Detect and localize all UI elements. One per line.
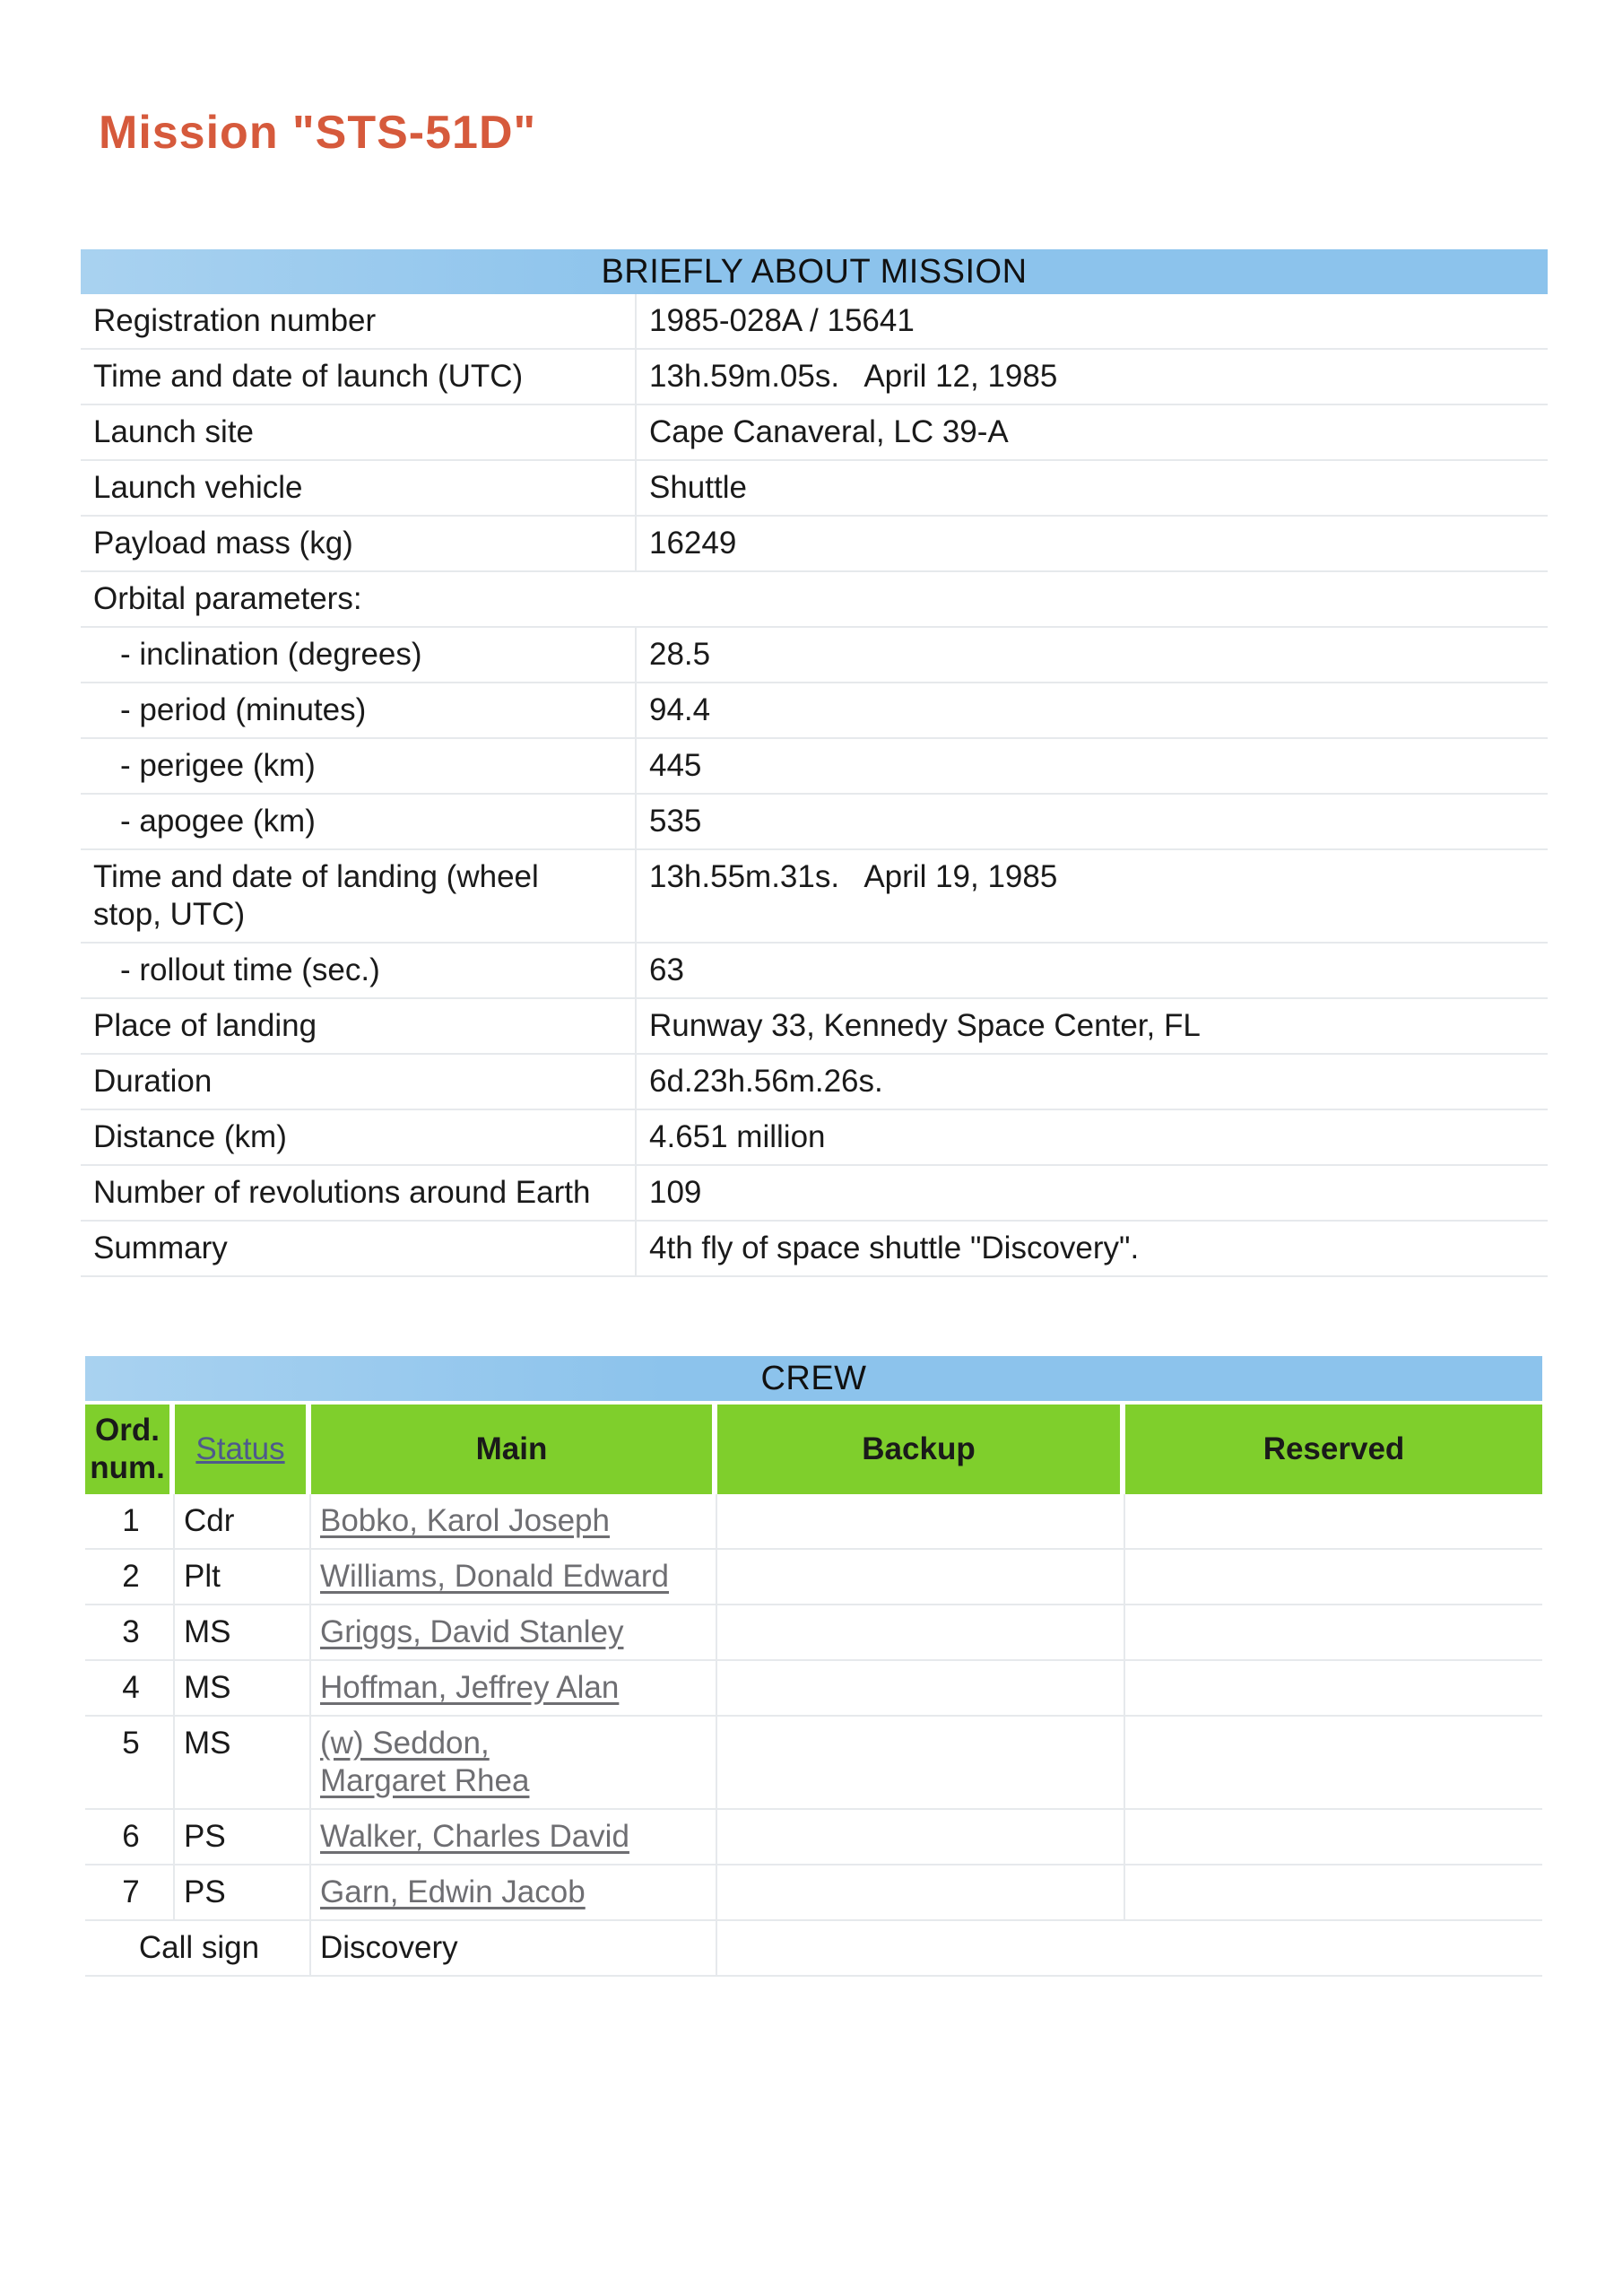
row-label: - inclination (degrees) [81,628,637,682]
column-header-status-link[interactable]: Status [175,1405,311,1494]
mission-table [81,249,1548,1277]
table-row [85,1810,1542,1866]
crew-reserved [1125,1717,1542,1808]
table-row [85,1605,1542,1661]
crew-main-link[interactable]: Walker, Charles David [311,1810,717,1864]
crew-main-link[interactable]: Griggs, David Stanley [311,1605,717,1659]
call-sign-empty [717,1921,1542,1975]
page-title: Mission "STS-51D" [99,107,537,159]
crew-backup [717,1605,1125,1659]
row-label: Summary [81,1222,637,1275]
row-value: 63 [649,952,684,987]
crew-main-link[interactable]: Bobko, Karol Joseph [311,1494,717,1548]
mission-row-registration [81,294,1548,350]
mission-row-launch-vehicle [81,461,1548,517]
crew-reserved [1125,1605,1542,1659]
row-value: Runway 33, Kennedy Space Center, FL [649,1008,1201,1043]
crew-num: 4 [85,1661,175,1715]
mission-header: BRIEFLY ABOUT MISSION [81,249,1548,294]
mission-row-period [81,683,1548,739]
mission-row-duration [81,1055,1548,1110]
table-row [85,1494,1542,1550]
row-value: 94.4 [649,692,711,727]
crew-reserved [1125,1661,1542,1715]
crew-backup [717,1494,1125,1548]
crew-num: 2 [85,1550,175,1604]
crew-column-headers [85,1405,1542,1494]
call-sign-value: Discovery [311,1921,717,1975]
crew-header: CREW [85,1356,1542,1401]
crew-num: 5 [85,1717,175,1808]
table-row [85,1717,1542,1810]
crew-main-link[interactable]: Hoffman, Jeffrey Alan [311,1661,717,1715]
crew-num: 3 [85,1605,175,1659]
crew-num: 7 [85,1866,175,1919]
column-header-backup: Backup [717,1405,1125,1494]
mission-row-launch-site [81,405,1548,461]
mission-row-summary [81,1222,1548,1277]
row-value: 4th fly of space shuttle "Discovery". [649,1231,1140,1265]
crew-reserved [1125,1494,1542,1548]
row-label: Orbital parameters: [93,581,362,616]
mission-row-rollout-time [81,944,1548,999]
row-value: 445 [649,748,702,783]
row-value: Cape Canaveral, LC 39-A [649,414,1009,449]
crew-backup [717,1810,1125,1864]
column-header-ord-num: Ord. num. [85,1405,175,1494]
row-label: - perigee (km) [81,739,637,793]
table-row [85,1661,1542,1717]
row-value: 535 [649,804,702,839]
crew-main-link[interactable]: (w) Seddon, Margaret Rhea [311,1717,717,1808]
crew-main-link[interactable]: Garn, Edwin Jacob [311,1866,717,1919]
crew-backup [717,1717,1125,1808]
row-label: Number of revolutions around Earth [81,1166,637,1220]
row-label: Time and date of launch (UTC) [81,350,637,404]
row-value: 1985-028A / 15641 [649,303,915,338]
mission-row-payload-mass [81,517,1548,572]
row-value: 13h.55m.31s. April 19, 1985 [649,859,1058,894]
row-label: Distance (km) [81,1110,637,1164]
crew-reserved [1125,1550,1542,1604]
crew-backup [717,1550,1125,1604]
row-label: - rollout time (sec.) [81,944,637,997]
row-value: 109 [649,1175,702,1210]
crew-status: MS [175,1661,311,1715]
row-value: 6d.23h.56m.26s. [649,1064,883,1099]
call-sign-label: Call sign [85,1921,311,1975]
row-label: Registration number [81,294,637,348]
mission-row-revolutions [81,1166,1548,1222]
row-label: Launch site [81,405,637,459]
mission-row-orbital-parameters [81,572,1548,628]
call-sign-row [85,1921,1542,1977]
mission-row-inclination [81,628,1548,683]
row-value: 4.651 million [649,1119,826,1154]
crew-num: 1 [85,1494,175,1548]
row-label: - period (minutes) [81,683,637,737]
crew-num: 6 [85,1810,175,1864]
column-header-reserved: Reserved [1125,1405,1542,1494]
row-label: Place of landing [81,999,637,1053]
column-header-main: Main [311,1405,717,1494]
mission-row-distance [81,1110,1548,1166]
row-label: Launch vehicle [81,461,637,515]
row-value: Shuttle [649,470,747,505]
row-value: 13h.59m.05s. April 12, 1985 [649,359,1058,394]
row-value: 28.5 [649,637,711,672]
mission-row-launch-time [81,350,1548,405]
crew-status: PS [175,1810,311,1864]
table-row [85,1866,1542,1921]
mission-row-landing-time [81,850,1548,944]
row-label: Time and date of landing (wheel stop, UTC) [81,850,637,942]
crew-status: Plt [175,1550,311,1604]
row-value: 16249 [649,526,737,561]
crew-backup [717,1661,1125,1715]
mission-row-place-of-landing [81,999,1548,1055]
mission-row-apogee [81,795,1548,850]
crew-status: Cdr [175,1494,311,1548]
crew-status: MS [175,1605,311,1659]
crew-reserved [1125,1810,1542,1864]
mission-row-perigee [81,739,1548,795]
table-row [85,1550,1542,1605]
crew-backup [717,1866,1125,1919]
row-label: Payload mass (kg) [81,517,637,570]
row-label: - apogee (km) [81,795,637,848]
crew-status: MS [175,1717,311,1808]
crew-status: PS [175,1866,311,1919]
crew-reserved [1125,1866,1542,1919]
crew-table [85,1356,1542,1977]
row-value [637,572,1548,626]
row-label: Duration [81,1055,637,1109]
crew-main-link[interactable]: Williams, Donald Edward [311,1550,717,1604]
